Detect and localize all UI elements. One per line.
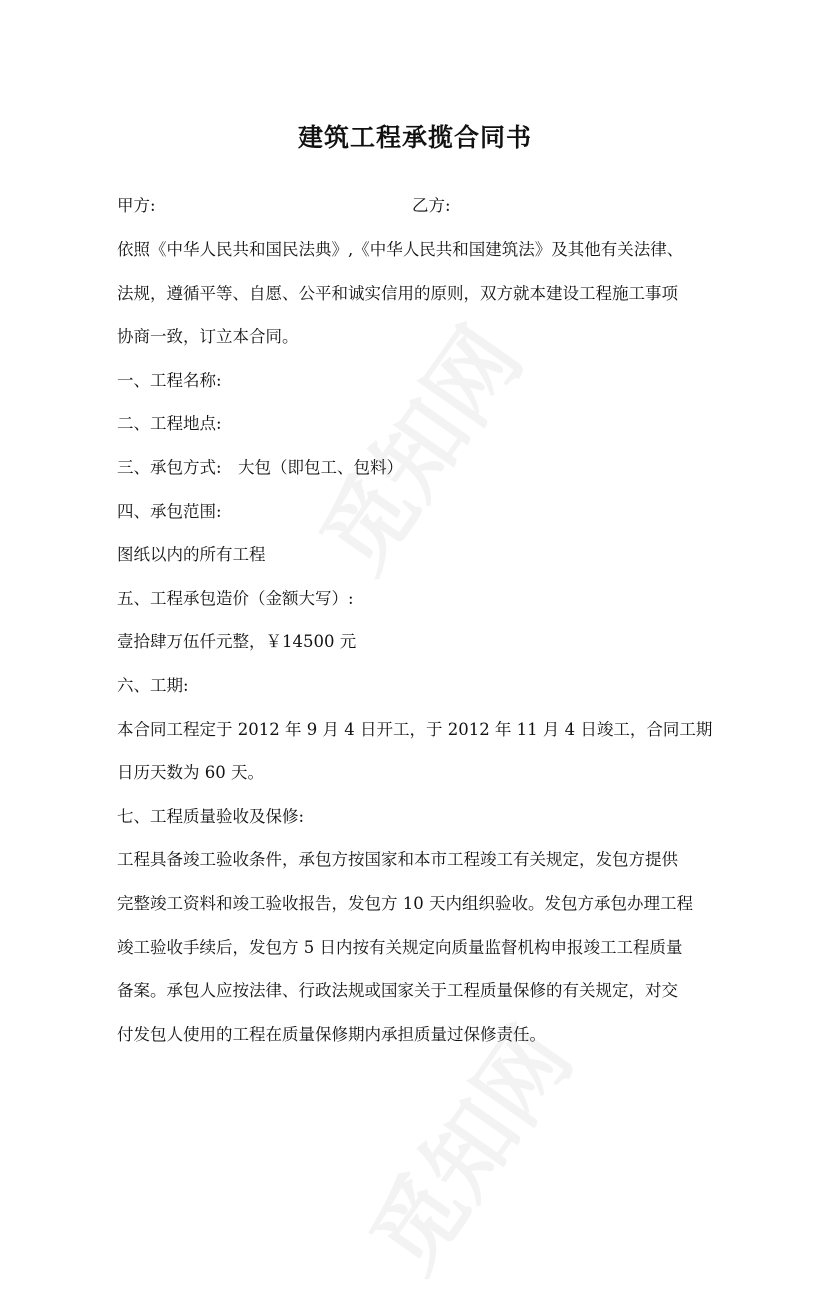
watermark (284, 297, 545, 593)
document-line: 完整竣工资料和竣工验收报告，发包方 10 天内组织验收。发包方承包办理工程 (117, 894, 693, 913)
document-line: 六、工期: (117, 676, 189, 695)
document-title: 建筑工程承揽合同书 (297, 123, 532, 152)
document-line: 工程具备竣工验收条件，承包方按国家和本市工程竣工有关规定，发包方提供 (117, 850, 678, 870)
document-line: 协商一致，订立本合同。 (117, 327, 299, 347)
document-line: 备案。承包人应按法律、行政法规或国家关于工程质量保修的有关规定，对交 (117, 981, 678, 1001)
document-line: 竣工验收手续后，发包方 5 日内按有关规定向质量监督机构申报竣工工程质量 (117, 937, 683, 957)
party-b-label: 乙方: (412, 196, 451, 215)
document-line: 壹拾肆万伍仟元整，￥14500 元 (117, 632, 357, 652)
party-a-label: 甲方: (117, 196, 156, 215)
document-line: 本合同工程定于 2012 年 9 月 4 日开工，于 2012 年 11 月 4 日竣工，合同工期 (117, 719, 713, 739)
document-line: 三、承包方式: 大包（即包工、包料） (117, 458, 404, 477)
document-line: 依照《中华人民共和国民法典》,《中华人民共和国建筑法》及其他有关法律、 (117, 240, 684, 259)
document-line: 图纸以内的所有工程 (117, 545, 266, 565)
document-line: 四、承包范围: (117, 501, 222, 521)
document-line: 二、工程地点: (117, 414, 222, 434)
document-line: 五、工程承包造价（金额大写）: (117, 588, 354, 608)
document-line: 日历天数为 60 天。 (117, 763, 264, 783)
document-line: 法规，遵循平等、自愿、公平和诚实信用的原则，双方就本建设工程施工事项 (117, 283, 678, 303)
document-line: 七、工程质量验收及保修: (117, 806, 305, 826)
document-line: 一、工程名称: (117, 370, 222, 390)
document-line: 付发包人使用的工程在质量保修期内承担质量过保修责任。 (117, 1024, 546, 1044)
